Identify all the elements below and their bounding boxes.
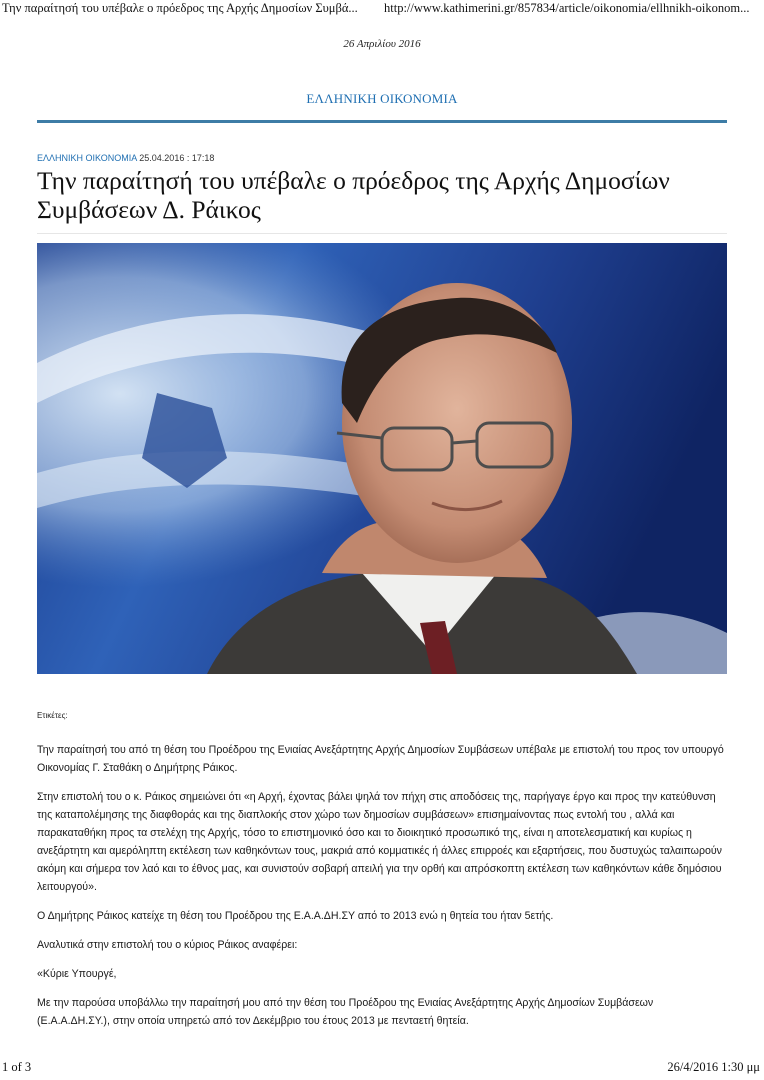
- category-link[interactable]: ΕΛΛΗΝΙΚΗ ΟΙΚΟΝΟΜΙΑ: [37, 153, 137, 163]
- tags-label: Ετικέτες:: [37, 711, 68, 720]
- print-datetime: 26/4/2016 1:30 μμ: [667, 1060, 760, 1074]
- article-paragraph: Την παραίτησή του από τη θέση του Προέδρου της Ενιαίας Ανεξάρτητης Αρχής Δημοσίων Συμβάσεων υπέβαλε με επιστολή του προς τον υπουργό Οικονομίας Γ. Σταθάκη ο Δημήτρης Ράικος.: [37, 744, 724, 774]
- article-paragraph: Ο Δημήτρης Ράικος κατείχε τη θέση του Προέδρου της Ε.Α.Α.ΔΗ.ΣΥ από το 2013 ενώ η θητεία του ήταν 5ετής.: [37, 910, 554, 922]
- section-title-link[interactable]: ΕΛΛΗΝΙΚΗ ΟΙΚΟΝΟΜΙΑ: [306, 91, 458, 106]
- article-timestamp: 25.04.2016 : 17:18: [139, 153, 215, 163]
- page-count: 1 of 3: [2, 1060, 32, 1074]
- print-url: http://www.kathimerini.gr/857834/article/oikonomia/ellhnikh-oikonom...: [384, 1, 750, 15]
- article-paragraph: Αναλυτικά στην επιστολή του ο κύριος Ράικος αναφέρει:: [37, 939, 298, 951]
- section-divider: [37, 120, 727, 123]
- article-paragraph: Με την παρούσα υποβάλλω την παραίτησή μου από την θέση του Προέδρου της Ενιαίας Ανεξάρτητης Αρχής Δημοσίων Συμβάσεων (Ε.Α.Α.ΔΗ.ΣΥ.), στην οποία υπηρετώ από τον Δεκέμβριο του έτους 2013 με πενταετή θητεία.: [37, 997, 654, 1027]
- article-paragraph: Στην επιστολή του ο κ. Ράικος σημειώνει ότι «η Αρχή, έχοντας βάλει ψηλά τον πήχη στις αποδόσεις της, παρήγαγε έργο και προς την κατεύθυνση της καταπολέμησης της διαφθοράς και της διαπλοκής στον χώρο των δημοσίων συμβάσεων» επισημαίνοντας πως εντολή του , αλλά και παρακαταθήκη προς τα στελέχη της Αρχής, τόσο το επιστημονικό όσο και το διοικητικό προσωπικό της, είναι η αποτελεσματική και κυρίως η ανεξάρτητη και αμερόληπτη εκτέλεση των καθηκόντων τους, μακριά από κομματικές ή άλλες επιρροές και εξαρτήσεις, που δυστυχώς ταλαιπωρούν ακόμη και σήμερα τον λαό και το έθνος μας, και συνιστούν σοβαρή απειλή για την ορθή και απρόσκοπτη εκτέλεση των καθηκόντων κάθε δημόσιου λειτουργού».: [37, 791, 722, 893]
- article-headline: Την παραίτησή του υπέβαλε ο πρόεδρος της Αρχής Δημοσίων Συμβάσεων Δ. Ράικος: [37, 166, 670, 224]
- headline-divider: [37, 233, 727, 234]
- print-page-title: Την παραίτησή του υπέβαλε ο πρόεδρος της Αρχής Δημοσίων Συμβά...: [2, 1, 358, 15]
- portrait-photo-graphic: [37, 243, 727, 674]
- article-meta: [37, 153, 214, 163]
- article-photo: [37, 243, 727, 674]
- print-footer: [0, 1058, 764, 1080]
- print-header: [0, 0, 764, 22]
- print-date: 26 Απριλίου 2016: [343, 38, 421, 50]
- article-body: [37, 741, 727, 1041]
- article-paragraph: «Κύριε Υπουργέ,: [37, 968, 117, 980]
